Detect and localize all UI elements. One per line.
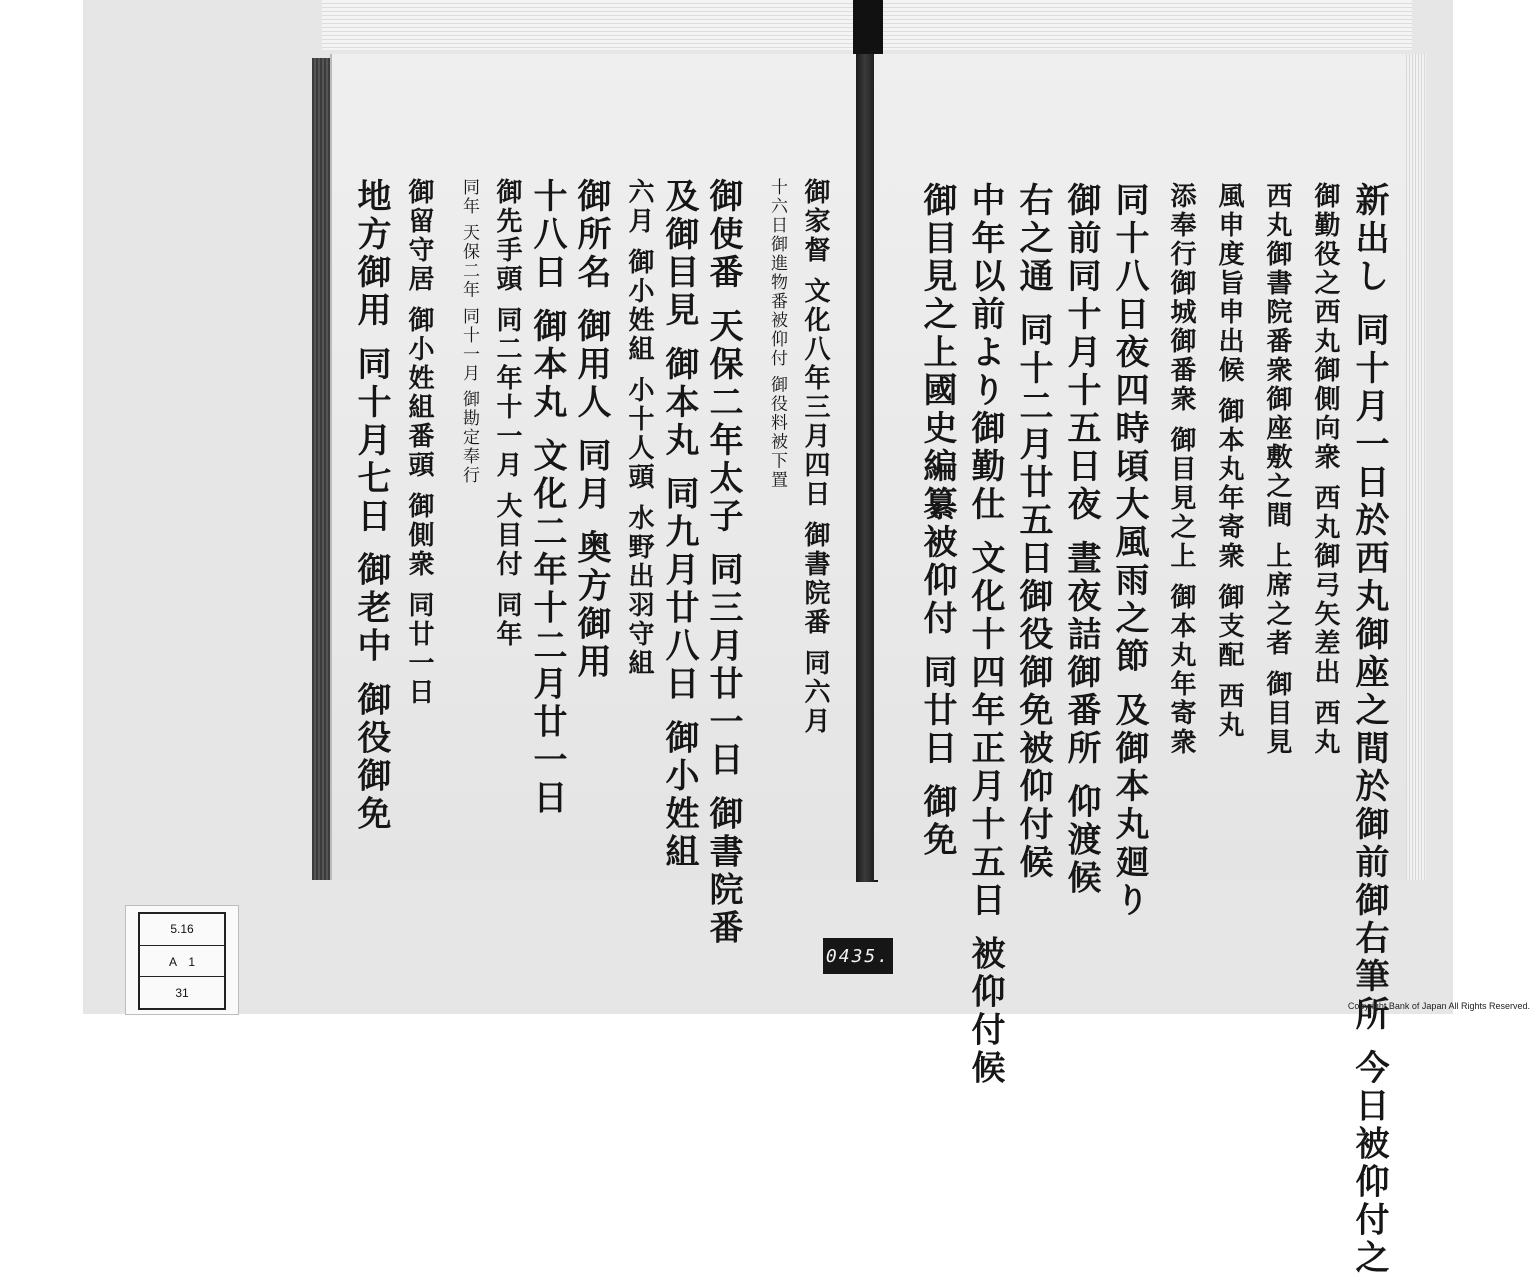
catalog-label [125,905,239,1015]
manuscript-column: 御目見之上國史編纂被仰付 同廿日 御免 [917,182,957,860]
manuscript-column: 御所名 御用人 同月 奥方御用 [571,178,611,682]
book-cover-edge [312,58,334,880]
page-block-edge [1406,54,1426,880]
manuscript-column: 添奉行御城御番衆 御目見之上 御本丸年寄衆 [1166,182,1196,758]
right-page [874,54,1406,1278]
manuscript-column: 御留守居 御小姓組番頭 御側衆 同廿一日 [404,178,434,708]
manuscript-column: 同年 天保二年 同十一月 御勘定奉行 [459,178,479,486]
manuscript-column: 御前同十月十五日夜 晝夜詰御番所 仰渡候 [1061,182,1101,898]
manuscript-column: 右之通 同十二月廿五日御役御免被仰付候 [1013,182,1053,882]
manuscript-column: 御勤役之西丸御側向衆 西丸御弓矢差出 西丸 [1310,182,1340,758]
manuscript-column: 新出し 同十月一日於西丸御座之間於御前御右筆所 今日被仰付之 [1349,182,1389,1278]
manuscript-column: 及御目見 御本丸 同九月廿八日 御小姓組 [659,178,699,872]
manuscript-column: 十六日御進物番被仰付 御役料被下置 [767,178,787,490]
manuscript-column: 六月 御小姓組 小十人頭 水野出羽守組 [624,178,654,679]
frame-number-plate: 0435. [823,938,893,974]
catalog-cell: A 1 [140,946,224,978]
copyright-notice: Copyright Bank of Japan All Rights Reserved. [1347,1001,1530,1011]
manuscript-column: 御家督 文化八年三月四日 御書院番 同六月 [800,178,830,737]
catalog-cell: 5.16 [140,914,224,946]
left-page [332,54,860,948]
manuscript-column: 中年以前より御勤仕 文化十四年正月十五日 被仰付候 [965,182,1005,1088]
manuscript-column: 同十八日夜四時頃大風雨之節 及御本丸廻り [1109,182,1149,920]
manuscript-column: 御使番 天保二年太子 同三月廿一日 御書院番 [703,178,743,948]
catalog-grid [138,912,226,1010]
manuscript-column: 御先手頭 同二年十一月 大目付 同年 [492,178,522,650]
manuscript-column: 風申度旨申出候 御本丸年寄衆 御支配 西丸 [1214,182,1244,741]
manuscript-column: 地方御用 同十月七日 御老中 御役御免 [351,178,391,834]
catalog-cell: 31 [175,985,189,1000]
manuscript-column: 十八日 御本丸 文化二年十二月廿一日 [527,178,567,818]
manuscript-column: 西丸御書院番衆御座敷之間 上席之者 御目見 [1262,182,1292,758]
